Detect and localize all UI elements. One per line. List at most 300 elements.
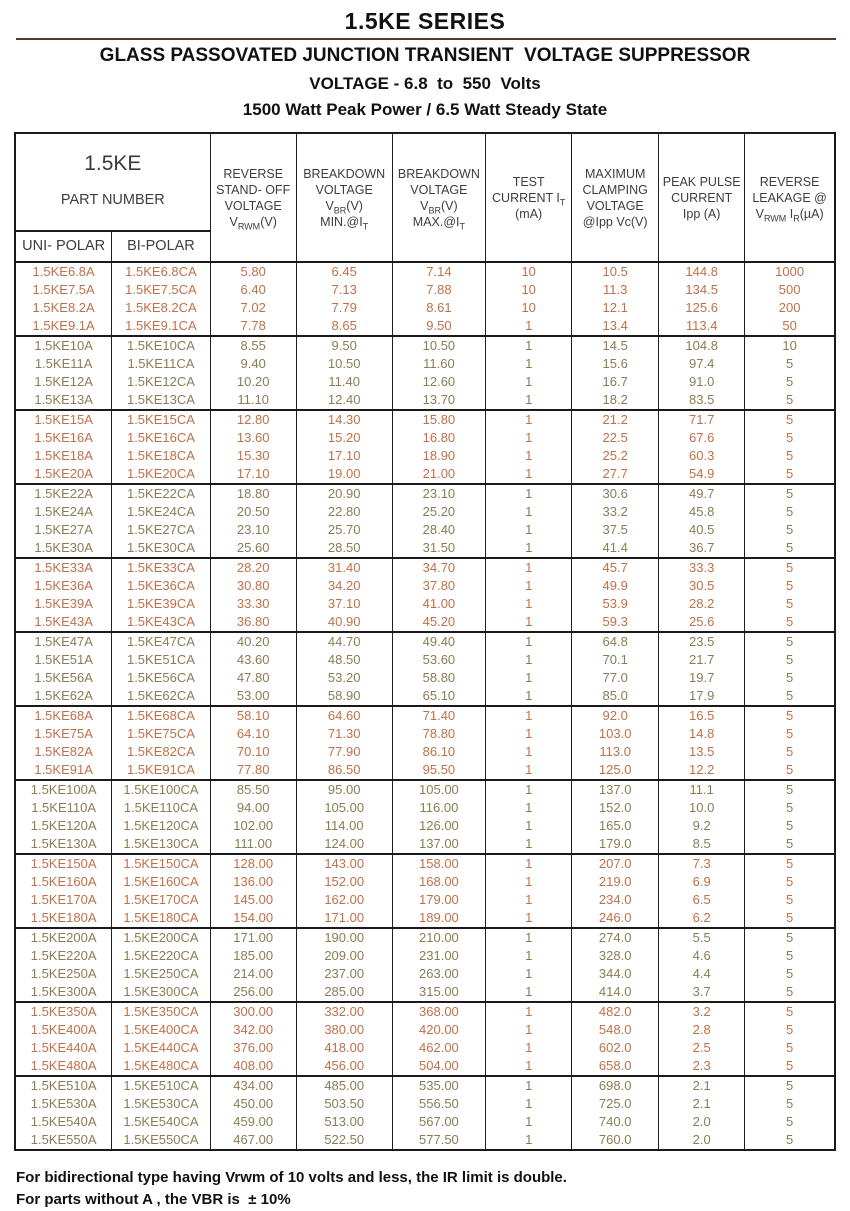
table-row bbox=[15, 613, 835, 632]
cell: 21.2 bbox=[572, 410, 659, 429]
cell: 1.5KE20A bbox=[15, 465, 112, 484]
cell: 5 bbox=[745, 447, 835, 465]
cell: 17.10 bbox=[210, 465, 296, 484]
cell: 5 bbox=[745, 503, 835, 521]
cell: 1.5KE16CA bbox=[112, 429, 210, 447]
cell: 418.00 bbox=[296, 1039, 392, 1057]
cell: 5 bbox=[745, 1002, 835, 1021]
cell: 5.80 bbox=[210, 262, 296, 281]
cell: 41.00 bbox=[392, 595, 485, 613]
cell: 1.5KE43A bbox=[15, 613, 112, 632]
cell: 168.00 bbox=[392, 873, 485, 891]
cell: 34.20 bbox=[296, 577, 392, 595]
cell: 8.5 bbox=[659, 835, 745, 854]
table-row bbox=[15, 873, 835, 891]
table-row bbox=[15, 1131, 835, 1150]
cell: 5 bbox=[745, 687, 835, 706]
cell: 1.5KE12A bbox=[15, 373, 112, 391]
cell: 15.80 bbox=[392, 410, 485, 429]
cell: 214.00 bbox=[210, 965, 296, 983]
cell: 1 bbox=[486, 503, 572, 521]
cell: 246.0 bbox=[572, 909, 659, 928]
cell: 145.00 bbox=[210, 891, 296, 909]
cell: 1 bbox=[486, 1131, 572, 1150]
cell: 1 bbox=[486, 669, 572, 687]
cell: 209.00 bbox=[296, 947, 392, 965]
cell: 8.65 bbox=[296, 317, 392, 336]
table-row bbox=[15, 983, 835, 1002]
table-row bbox=[15, 725, 835, 743]
cell: 698.0 bbox=[572, 1076, 659, 1095]
cell: 485.00 bbox=[296, 1076, 392, 1095]
table-row bbox=[15, 503, 835, 521]
cell: 1.5KE530A bbox=[15, 1095, 112, 1113]
cell: 1 bbox=[486, 799, 572, 817]
cell: 408.00 bbox=[210, 1057, 296, 1076]
cell: 85.0 bbox=[572, 687, 659, 706]
cell: 5 bbox=[745, 706, 835, 725]
cell: 1 bbox=[486, 780, 572, 799]
cell: 522.50 bbox=[296, 1131, 392, 1150]
cell: 1 bbox=[486, 1002, 572, 1021]
cell: 33.3 bbox=[659, 558, 745, 577]
table-row bbox=[15, 835, 835, 854]
table-row bbox=[15, 539, 835, 558]
col-header-breakdown-voltage-min: BREAKDOWN VOLTAGE $V_{BR}(V)$ $MIN.@I_T$ bbox=[296, 133, 392, 262]
cell: 1.5KE9.1CA bbox=[112, 317, 210, 336]
cell: 7.79 bbox=[296, 299, 392, 317]
cell: 18.80 bbox=[210, 484, 296, 503]
cell: 92.0 bbox=[572, 706, 659, 725]
cell: 1.5KE75CA bbox=[112, 725, 210, 743]
cell: 1.5KE480A bbox=[15, 1057, 112, 1076]
table-row bbox=[15, 355, 835, 373]
cell: 459.00 bbox=[210, 1113, 296, 1131]
cell: 1 bbox=[486, 1057, 572, 1076]
cell: 64.10 bbox=[210, 725, 296, 743]
cell: 1.5KE47CA bbox=[112, 632, 210, 651]
cell: 3.7 bbox=[659, 983, 745, 1002]
table-row bbox=[15, 799, 835, 817]
cell: 740.0 bbox=[572, 1113, 659, 1131]
cell: 1 bbox=[486, 595, 572, 613]
table-row bbox=[15, 965, 835, 983]
cell: 134.5 bbox=[659, 281, 745, 299]
cell: 434.00 bbox=[210, 1076, 296, 1095]
cell: 6.2 bbox=[659, 909, 745, 928]
cell: 137.0 bbox=[572, 780, 659, 799]
footnote-bidirectional: For bidirectional type having Vrwm of 10 volts and less, the IR limit is double. bbox=[16, 1169, 567, 1187]
cell: 171.00 bbox=[296, 909, 392, 928]
cell: 64.8 bbox=[572, 632, 659, 651]
cell: 71.30 bbox=[296, 725, 392, 743]
cell: 10 bbox=[745, 336, 835, 355]
cell: 5 bbox=[745, 725, 835, 743]
cell: 1 bbox=[486, 1021, 572, 1039]
cell: 27.7 bbox=[572, 465, 659, 484]
cell: 1.5KE130A bbox=[15, 835, 112, 854]
cell: 462.00 bbox=[392, 1039, 485, 1057]
cell: 1 bbox=[486, 465, 572, 484]
cell: 1.5KE120A bbox=[15, 817, 112, 835]
table-row bbox=[15, 909, 835, 928]
cell: 1.5KE68CA bbox=[112, 706, 210, 725]
cell: 1.5KE350A bbox=[15, 1002, 112, 1021]
cell: 125.6 bbox=[659, 299, 745, 317]
cell: 1.5KE16A bbox=[15, 429, 112, 447]
cell: 1.5KE170A bbox=[15, 891, 112, 909]
cell: 1 bbox=[486, 1076, 572, 1095]
cell: 143.00 bbox=[296, 854, 392, 873]
cell: 1.5KE200CA bbox=[112, 928, 210, 947]
cell: 658.0 bbox=[572, 1057, 659, 1076]
cell: 5 bbox=[745, 465, 835, 484]
footnote-tolerance: For parts without A , the VBR is ± 10% bbox=[16, 1191, 291, 1209]
cell: 5 bbox=[745, 854, 835, 873]
cell: 20.90 bbox=[296, 484, 392, 503]
col-header-breakdown-voltage-max: BREAKDOWN VOLTAGE $V_{BR}(V)$ $MAX.@I_T$ bbox=[392, 133, 485, 262]
cell: 1 bbox=[486, 983, 572, 1002]
table-row bbox=[15, 299, 835, 317]
cell: 231.00 bbox=[392, 947, 485, 965]
cell: 49.40 bbox=[392, 632, 485, 651]
cell: 2.0 bbox=[659, 1113, 745, 1131]
cell: 1.5KE440A bbox=[15, 1039, 112, 1057]
cell: 11.1 bbox=[659, 780, 745, 799]
cell: 1.5KE220A bbox=[15, 947, 112, 965]
cell: 1.5KE24A bbox=[15, 503, 112, 521]
cell: 154.00 bbox=[210, 909, 296, 928]
cell: 2.1 bbox=[659, 1076, 745, 1095]
cell: 19.7 bbox=[659, 669, 745, 687]
cell: 9.50 bbox=[392, 317, 485, 336]
cell: 71.7 bbox=[659, 410, 745, 429]
cell: 48.50 bbox=[296, 651, 392, 669]
cell: 1.5KE11CA bbox=[112, 355, 210, 373]
cell: 450.00 bbox=[210, 1095, 296, 1113]
cell: 1.5KE22CA bbox=[112, 484, 210, 503]
title-divider bbox=[16, 38, 836, 40]
cell: 114.00 bbox=[296, 817, 392, 835]
cell: 1.5KE550A bbox=[15, 1131, 112, 1150]
cell: 1.5KE400CA bbox=[112, 1021, 210, 1039]
cell: 15.20 bbox=[296, 429, 392, 447]
cell: 11.60 bbox=[392, 355, 485, 373]
col-header-reverse-standoff-voltage: REVERSE STAND- OFF VOLTAGE $V_{RWM}(V)$ bbox=[210, 133, 296, 262]
cell: 189.00 bbox=[392, 909, 485, 928]
table-row bbox=[15, 928, 835, 947]
voltage-range-line: VOLTAGE - 6.8 to 550 Volts bbox=[309, 74, 541, 93]
cell: 53.20 bbox=[296, 669, 392, 687]
cell: 179.0 bbox=[572, 835, 659, 854]
cell: 1 bbox=[486, 854, 572, 873]
cell: 1.5KE36CA bbox=[112, 577, 210, 595]
cell: 1 bbox=[486, 336, 572, 355]
cell: 1.5KE6.8CA bbox=[112, 262, 210, 281]
cell: 162.00 bbox=[296, 891, 392, 909]
cell: 5 bbox=[745, 391, 835, 410]
cell: 8.55 bbox=[210, 336, 296, 355]
cell: 6.5 bbox=[659, 891, 745, 909]
datasheet-page bbox=[0, 8, 850, 1209]
cell: 5 bbox=[745, 873, 835, 891]
table-row bbox=[15, 336, 835, 355]
cell: 234.0 bbox=[572, 891, 659, 909]
cell: 25.60 bbox=[210, 539, 296, 558]
cell: 1 bbox=[486, 651, 572, 669]
cell: 1.5KE27A bbox=[15, 521, 112, 539]
cell: 103.0 bbox=[572, 725, 659, 743]
cell: 40.5 bbox=[659, 521, 745, 539]
cell: 37.80 bbox=[392, 577, 485, 595]
cell: 4.6 bbox=[659, 947, 745, 965]
cell: 5 bbox=[745, 835, 835, 854]
cell: 5 bbox=[745, 891, 835, 909]
cell: 1.5KE62CA bbox=[112, 687, 210, 706]
table-row bbox=[15, 281, 835, 299]
spec-table bbox=[14, 132, 836, 1151]
cell: 14.5 bbox=[572, 336, 659, 355]
cell: 31.50 bbox=[392, 539, 485, 558]
table-row bbox=[15, 687, 835, 706]
cell: 5 bbox=[745, 983, 835, 1002]
cell: 30.6 bbox=[572, 484, 659, 503]
cell: 58.10 bbox=[210, 706, 296, 725]
table-row bbox=[15, 743, 835, 761]
cell: 577.50 bbox=[392, 1131, 485, 1150]
cell: 53.9 bbox=[572, 595, 659, 613]
cell: 456.00 bbox=[296, 1057, 392, 1076]
table-row bbox=[15, 817, 835, 835]
cell: 45.8 bbox=[659, 503, 745, 521]
cell: 1.5KE100CA bbox=[112, 780, 210, 799]
power-rating-line: 1500 Watt Peak Power / 6.5 Watt Steady State bbox=[242, 100, 608, 119]
cell: 5 bbox=[745, 928, 835, 947]
cell: 23.5 bbox=[659, 632, 745, 651]
cell: 6.40 bbox=[210, 281, 296, 299]
cell: 1.5KE18A bbox=[15, 447, 112, 465]
cell: 467.00 bbox=[210, 1131, 296, 1150]
cell: 1.5KE150CA bbox=[112, 854, 210, 873]
cell: 2.1 bbox=[659, 1095, 745, 1113]
cell: 9.2 bbox=[659, 817, 745, 835]
cell: 22.80 bbox=[296, 503, 392, 521]
cell: 219.0 bbox=[572, 873, 659, 891]
cell: 53.00 bbox=[210, 687, 296, 706]
cell: 1.5KE11A bbox=[15, 355, 112, 373]
cell: 1 bbox=[486, 743, 572, 761]
cell: 6.45 bbox=[296, 262, 392, 281]
cell: 414.0 bbox=[572, 983, 659, 1002]
cell: 1.5KE8.2A bbox=[15, 299, 112, 317]
cell: 36.7 bbox=[659, 539, 745, 558]
cell: 7.78 bbox=[210, 317, 296, 336]
cell: 5 bbox=[745, 817, 835, 835]
table-row bbox=[15, 891, 835, 909]
cell: 1000 bbox=[745, 262, 835, 281]
cell: 9.50 bbox=[296, 336, 392, 355]
cell: 28.20 bbox=[210, 558, 296, 577]
cell: 5 bbox=[745, 429, 835, 447]
cell: 77.0 bbox=[572, 669, 659, 687]
cell: 1.5KE13A bbox=[15, 391, 112, 410]
cell: 1 bbox=[486, 947, 572, 965]
cell: 1.5KE480CA bbox=[112, 1057, 210, 1076]
cell: 104.8 bbox=[659, 336, 745, 355]
cell: 5 bbox=[745, 743, 835, 761]
cell: 1.5KE91CA bbox=[112, 761, 210, 780]
cell: 28.40 bbox=[392, 521, 485, 539]
cell: 6.9 bbox=[659, 873, 745, 891]
cell: 7.88 bbox=[392, 281, 485, 299]
cell: 1 bbox=[486, 391, 572, 410]
cell: 1.5KE68A bbox=[15, 706, 112, 725]
cell: 1.5KE300CA bbox=[112, 983, 210, 1002]
cell: 1.5KE160CA bbox=[112, 873, 210, 891]
cell: 20.50 bbox=[210, 503, 296, 521]
table-row bbox=[15, 484, 835, 503]
spec-table-body bbox=[15, 262, 835, 1150]
cell: 165.0 bbox=[572, 817, 659, 835]
cell: 34.70 bbox=[392, 558, 485, 577]
table-row bbox=[15, 410, 835, 429]
cell: 5 bbox=[745, 780, 835, 799]
cell: 1.5KE250A bbox=[15, 965, 112, 983]
cell: 1.5KE180A bbox=[15, 909, 112, 928]
cell: 5 bbox=[745, 613, 835, 632]
cell: 10.0 bbox=[659, 799, 745, 817]
cell: 380.00 bbox=[296, 1021, 392, 1039]
cell: 1 bbox=[486, 725, 572, 743]
cell: 1.5KE56CA bbox=[112, 669, 210, 687]
table-row bbox=[15, 317, 835, 336]
cell: 1.5KE39CA bbox=[112, 595, 210, 613]
cell: 12.2 bbox=[659, 761, 745, 780]
cell: 36.80 bbox=[210, 613, 296, 632]
cell: 12.80 bbox=[210, 410, 296, 429]
cell: 274.0 bbox=[572, 928, 659, 947]
col-header-test-current: TEST CURRENT $I_T$ (mA) bbox=[486, 133, 572, 262]
cell: 171.00 bbox=[210, 928, 296, 947]
cell: 37.10 bbox=[296, 595, 392, 613]
cell: 1 bbox=[486, 317, 572, 336]
cell: 10 bbox=[486, 299, 572, 317]
cell: 1.5KE43CA bbox=[112, 613, 210, 632]
cell: 602.0 bbox=[572, 1039, 659, 1057]
table-row bbox=[15, 262, 835, 281]
cell: 126.00 bbox=[392, 817, 485, 835]
device-description: GLASS PASSOVATED JUNCTION TRANSIENT VOLTAGE SUPPRESSOR bbox=[99, 45, 751, 66]
cell: 1.5KE7.5A bbox=[15, 281, 112, 299]
cell: 1.5KE20CA bbox=[112, 465, 210, 484]
cell: 1 bbox=[486, 706, 572, 725]
cell: 49.9 bbox=[572, 577, 659, 595]
cell: 14.30 bbox=[296, 410, 392, 429]
cell: 22.5 bbox=[572, 429, 659, 447]
cell: 10.50 bbox=[296, 355, 392, 373]
cell: 185.00 bbox=[210, 947, 296, 965]
cell: 2.5 bbox=[659, 1039, 745, 1057]
cell: 1.5KE160A bbox=[15, 873, 112, 891]
cell: 2.8 bbox=[659, 1021, 745, 1039]
cell: 11.40 bbox=[296, 373, 392, 391]
cell: 1.5KE200A bbox=[15, 928, 112, 947]
table-row bbox=[15, 706, 835, 725]
cell: 18.90 bbox=[392, 447, 485, 465]
cell: 12.1 bbox=[572, 299, 659, 317]
cell: 1.5KE530CA bbox=[112, 1095, 210, 1113]
cell: 1.5KE75A bbox=[15, 725, 112, 743]
cell: 95.50 bbox=[392, 761, 485, 780]
cell: 49.7 bbox=[659, 484, 745, 503]
cell: 1.5KE36A bbox=[15, 577, 112, 595]
cell: 503.50 bbox=[296, 1095, 392, 1113]
footnotes bbox=[16, 1167, 850, 1211]
cell: 12.40 bbox=[296, 391, 392, 410]
cell: 1 bbox=[486, 410, 572, 429]
col-header-part-number bbox=[15, 133, 210, 231]
col-header-max-clamping-voltage: MAXIMUM CLAMPING VOLTAGE @Ipp Vc(V) bbox=[572, 133, 659, 262]
cell: 10 bbox=[486, 262, 572, 281]
cell: 1 bbox=[486, 873, 572, 891]
table-row bbox=[15, 558, 835, 577]
cell: 15.6 bbox=[572, 355, 659, 373]
cell: 5 bbox=[745, 558, 835, 577]
cell: 10.50 bbox=[392, 336, 485, 355]
cell: 368.00 bbox=[392, 1002, 485, 1021]
cell: 37.5 bbox=[572, 521, 659, 539]
cell: 1.5KE30CA bbox=[112, 539, 210, 558]
col-header-uni-polar: UNI- POLAR bbox=[15, 231, 112, 263]
cell: 11.10 bbox=[210, 391, 296, 410]
cell: 1.5KE24CA bbox=[112, 503, 210, 521]
cell: 9.40 bbox=[210, 355, 296, 373]
cell: 58.80 bbox=[392, 669, 485, 687]
cell: 513.00 bbox=[296, 1113, 392, 1131]
cell: 97.4 bbox=[659, 355, 745, 373]
cell: 31.40 bbox=[296, 558, 392, 577]
cell: 1.5KE82CA bbox=[112, 743, 210, 761]
cell: 1 bbox=[486, 558, 572, 577]
cell: 376.00 bbox=[210, 1039, 296, 1057]
table-row bbox=[15, 1021, 835, 1039]
cell: 47.80 bbox=[210, 669, 296, 687]
cell: 760.0 bbox=[572, 1131, 659, 1150]
cell: 1.5KE30A bbox=[15, 539, 112, 558]
cell: 1.5KE18CA bbox=[112, 447, 210, 465]
cell: 1.5KE91A bbox=[15, 761, 112, 780]
cell: 1.5KE110CA bbox=[112, 799, 210, 817]
cell: 556.50 bbox=[392, 1095, 485, 1113]
cell: 500 bbox=[745, 281, 835, 299]
cell: 16.5 bbox=[659, 706, 745, 725]
table-row bbox=[15, 429, 835, 447]
cell: 77.80 bbox=[210, 761, 296, 780]
cell: 1.5KE510CA bbox=[112, 1076, 210, 1095]
cell: 25.2 bbox=[572, 447, 659, 465]
cell: 95.00 bbox=[296, 780, 392, 799]
cell: 1.5KE120CA bbox=[112, 817, 210, 835]
cell: 1 bbox=[486, 521, 572, 539]
cell: 94.00 bbox=[210, 799, 296, 817]
table-row bbox=[15, 1113, 835, 1131]
cell: 1.5KE220CA bbox=[112, 947, 210, 965]
cell: 332.00 bbox=[296, 1002, 392, 1021]
table-row bbox=[15, 1002, 835, 1021]
cell: 25.70 bbox=[296, 521, 392, 539]
cell: 1 bbox=[486, 928, 572, 947]
cell: 1.5KE51CA bbox=[112, 651, 210, 669]
